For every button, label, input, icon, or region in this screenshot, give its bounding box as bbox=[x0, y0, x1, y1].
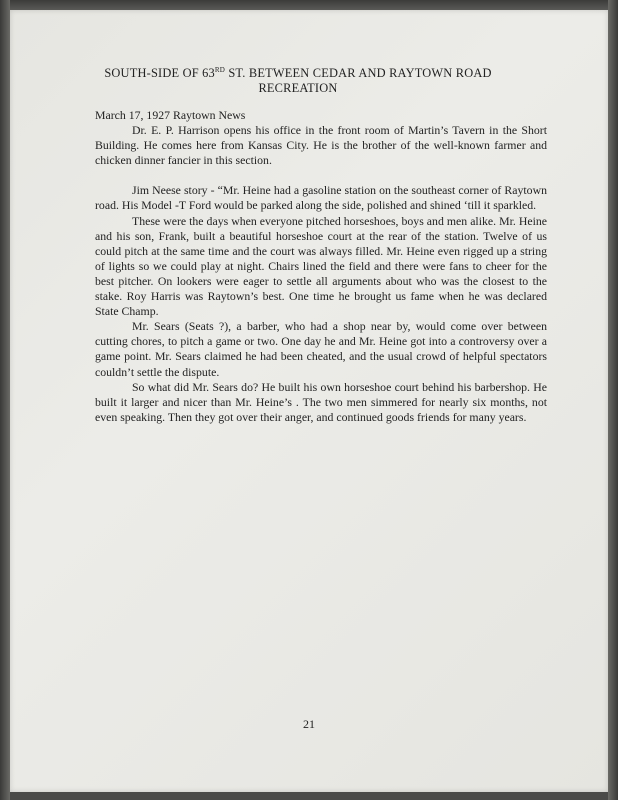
page-title-line1 bbox=[48, 66, 548, 81]
page-number: 21 bbox=[303, 717, 315, 731]
paragraph-spacer bbox=[95, 168, 547, 183]
dateline: March 17, 1927 Raytown News bbox=[95, 108, 246, 122]
paragraph-1: Dr. E. P. Harrison opens his office in the front room of Martin’s Tavern in the Short Building. He comes here from Kansas City. He is the brother of the well-known farmer and chicken dinner fancier in this section. bbox=[95, 123, 547, 168]
title-pre: SOUTH-SIDE OF 63 bbox=[104, 66, 215, 80]
title-superscript: RD bbox=[214, 66, 226, 74]
paragraph-5: So what did Mr. Sears do? He built his own horseshoe court behind his barbershop. He built it larger and nicer than Mr. Heine’s . The two men simmered for nearly six months, not even speaking. Then they got over their anger, and continued goods friends for many years. bbox=[95, 379, 547, 424]
paragraph-4: Mr. Sears (Seats ?), a barber, who had a shop near by, would come over between cutting chores, to pitch a game or two. One day he and Mr. Heine got into a controversy over a game point. Mr. Sears claimed he had been cheated, and the usual crowd of helpful spectators couldn’t settle the dispute. bbox=[95, 319, 547, 379]
binder-edge-top bbox=[0, 0, 618, 10]
binder-edge-right bbox=[608, 0, 618, 800]
binder-edge-left bbox=[0, 0, 10, 800]
document-page bbox=[10, 10, 608, 792]
paragraph-2: Jim Neese story - “Mr. Heine had a gasoline station on the southeast corner of Raytown road. His Model -T Ford would be parked along the side, polished and shined ‘till it sparkled. bbox=[95, 183, 547, 213]
title-post: ST. BETWEEN CEDAR AND RAYTOWN ROAD bbox=[225, 66, 492, 80]
article-body bbox=[95, 108, 547, 425]
paragraph-3: These were the days when everyone pitched horseshoes, boys and men alike. Mr. Heine and his son, Frank, built a beautiful horseshoe court at the rear of the station. Twelve of us could pitch at the same time and the court was always filled. Mr. Heine even rigged up a string of lights so we could play at night. Chairs lined the field and there were fans to cheer for the best pitcher. On lookers were eager to settle all arguments about who was the closest to the stake. Roy Harris was Raytown’s best. One time he brought us fame when he was declared State Champ. bbox=[95, 213, 547, 319]
page-title-line2: RECREATION bbox=[258, 81, 338, 95]
